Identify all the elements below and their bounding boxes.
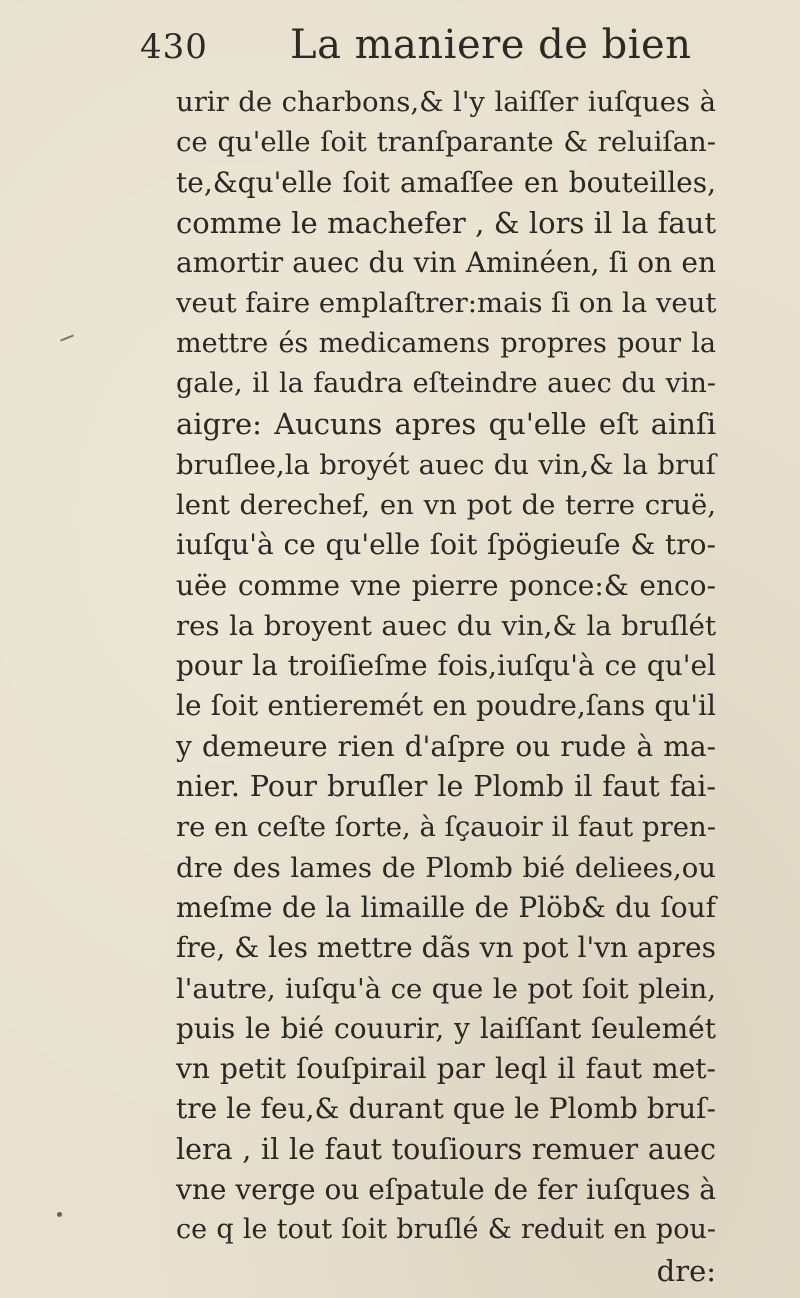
page-header [140, 22, 700, 82]
page-number: 430 [140, 27, 208, 67]
text-line: le ſoit entieremét en poudre,ſans qu'il [176, 689, 716, 723]
text-line: te,&qu'elle ſoit amaſſee en bouteilles, [176, 165, 716, 199]
text-line: gale, il la faudra eſteindre auec du vin- [176, 368, 716, 400]
text-line: tre le feu,& durant que le Plomb bruſ- [176, 1092, 716, 1126]
text-line: comme le machefer , & lors il la faut [176, 205, 716, 240]
text-line: amortir auec du vin Aminéen, ſi on en [176, 246, 716, 280]
margin-mark [60, 334, 74, 341]
text-line: fre, & les mettre dãs vn pot l'vn apres [176, 931, 716, 965]
text-line: vne verge ou eſpatule de fer iuſques à [176, 1173, 716, 1207]
body-text [176, 82, 716, 1291]
text-line: iuſqu'à ce qu'elle ſoit ſpögieuſe & tro- [176, 528, 716, 562]
text-line: nier. Pour bruſler le Plomb il faut fai- [176, 770, 716, 804]
text-line: y demeure rien d'aſpre ou rude à ma- [176, 729, 716, 763]
text-line: l'autre, iuſqu'à ce que le pot ſoit plein, [176, 972, 716, 1005]
text-line: pour la troiſieſme fois,iuſqu'à ce qu'el [176, 649, 716, 683]
running-head: La maniere de bien [290, 22, 692, 68]
text-line: vn petit ſouſpirail par leql il faut met- [176, 1052, 716, 1086]
text-line: res la broyent auec du vin,& la bruſlét [176, 609, 716, 642]
text-line: lera , il le faut touſiours remuer auec [176, 1132, 716, 1166]
text-line: aigre: Aucuns apres qu'elle eſt ainſi [176, 407, 716, 442]
text-line: uëe comme vne pierre ponce:& enco- [176, 568, 716, 602]
text-line: veut faire emplaſtrer:mais ſi on la veut [176, 287, 717, 320]
text-line: meſme de la limaille de Plöb& du ſouf [176, 890, 716, 924]
ink-speck [57, 1212, 62, 1217]
text-line: mettre és medicamens propres pour la [176, 327, 716, 359]
text-line: ce qu'elle ſoit tranſparante & reluiſan- [176, 126, 716, 159]
text-line: urir de charbons,& l'y laiſſer iuſques à [176, 86, 716, 118]
text-line: dre des lames de Plomb bié deliees,ou [176, 851, 716, 884]
text-line: bruſlee,la broyét auec du vin,& la bruſ [176, 448, 716, 481]
text-line: re en ceſte ſorte, à ſçauoir il faut pren- [176, 811, 716, 844]
text-line: lent derechef, en vn pot de terre cruë, [176, 488, 716, 521]
text-line: ce q le tout ſoit bruſlé & reduit en pou- [176, 1214, 716, 1246]
text-line: puis le bié couurir, y laiſſant ſeulemét [176, 1011, 716, 1045]
text-line: dre: [656, 1253, 716, 1288]
